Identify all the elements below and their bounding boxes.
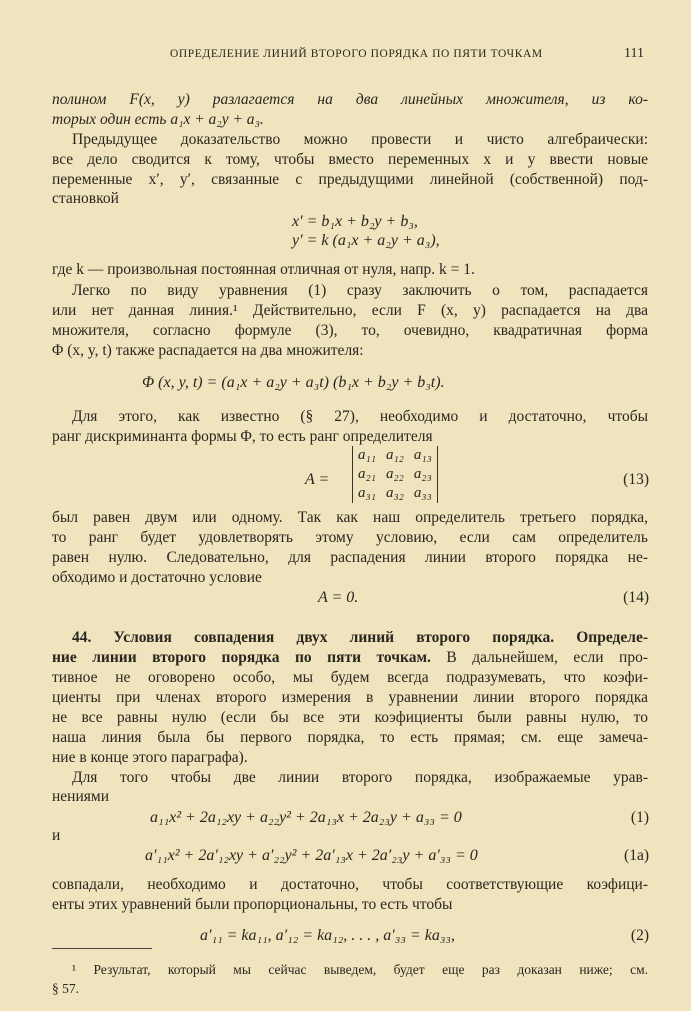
section-heading-cont: ние линии второго порядка по пяти точкам. <box>52 649 431 666</box>
equation-1a: a′₁₁x² + 2a′₁₂xy + a′₂₂y² + 2a′₁₃x + 2a′₂₃y + a′₃₃ = 0 <box>145 847 478 864</box>
matrix-cell: a₂₃ <box>413 466 432 482</box>
determinant-lhs: A = <box>305 471 330 488</box>
matrix-cell: a₁₃ <box>413 447 432 463</box>
text-line: циенты при членах второго измерения в уравнении линии второго порядка <box>52 689 648 706</box>
text-line: Предыдущее доказательство можно провести и чисто алгебраически: <box>72 131 648 148</box>
text-line: полином F(x, y) разлагается на два линейных множителя, из ко- <box>52 91 648 108</box>
text-line: торых один есть a₁x + a₂y + a₃. <box>52 111 264 128</box>
matrix-cell: a₃₁ <box>358 485 376 501</box>
footnote-line: ¹ Результат, который мы сейчас выведем, будет еще раз доказан ниже; см. <box>72 962 648 977</box>
equation-1: a₁₁x² + 2a₁₂xy + a₂₂y² + 2a₁₃x + 2a₂₃y + a₃₃ = 0 <box>150 809 462 826</box>
running-header: ОПРЕДЕЛЕНИЕ ЛИНИЙ ВТОРОГО ПОРЯДКА ПО ПЯТИ ТОЧКАМ <box>170 48 543 60</box>
equation-number: (13) <box>623 471 649 488</box>
matrix-cell: a₃₂ <box>385 485 404 501</box>
text-line: становкой <box>52 190 119 207</box>
text-line: ние в конце этого параграфа). <box>52 749 248 766</box>
text-line <box>52 648 648 668</box>
text-line: Φ (x, y, t) также распадается на два множителя: <box>52 342 364 359</box>
page-number: 111 <box>624 46 644 61</box>
matrix-row <box>358 465 432 484</box>
text-span: В дальнейшем, если про- <box>430 649 648 666</box>
equation-phi: Φ (x, y, t) = (a₁x + a₂y + a₃t) (b₁x + b₂y + b₃t). <box>142 374 445 391</box>
text-line: множителя, согласно формуле (3), то, очевидно, квадратичная форма <box>52 322 648 339</box>
matrix-cell: a₁₂ <box>385 447 404 463</box>
equation-number: (14) <box>623 589 649 606</box>
matrix-row <box>358 446 432 465</box>
text-line: переменные x′, y′, связанные с предыдущими линейной (собственной) под- <box>52 171 648 188</box>
text-line: не все равны нулю (если бы все эти коэфициенты были равны нулю, то <box>52 709 648 726</box>
text-line: Для того чтобы две линии второго порядка, изображаемые урав- <box>72 769 648 786</box>
matrix-cell: a₃₃ <box>413 485 432 501</box>
text-line: то ранг будет удовлетворять этому условию, если сам определитель <box>52 529 648 546</box>
equation-a-zero: A = 0. <box>318 589 359 606</box>
text-line: енты этих уравнений были пропорциональны, то есть чтобы <box>52 896 453 913</box>
equation-substitution-1: x′ = b₁x + b₂y + b₃, <box>292 213 418 230</box>
matrix-row <box>358 484 432 503</box>
equation-substitution-2: y′ = k (a₁x + a₂y + a₃), <box>292 232 440 249</box>
text-line: равен нулю. Следовательно, для распадения линии второго порядка не- <box>52 549 648 566</box>
text-line: нениями <box>52 788 109 805</box>
text-line: и <box>52 827 61 844</box>
text-line: ранг дискриминанта формы Φ, то есть ранг определителя <box>52 428 433 445</box>
determinant-matrix <box>352 446 438 503</box>
text-line: был равен двум или одному. Так как наш определитель третьего порядка, <box>52 509 648 526</box>
equation-number: (2) <box>630 927 649 944</box>
matrix-cell: a₁₁ <box>358 447 376 463</box>
section-heading: 44. Условия совпадения двух линий второго порядка. Определе- <box>72 629 648 646</box>
text-line: тивное не оговорено особо, мы будем всегда подразумевать, что коэфи- <box>52 669 648 686</box>
text-line: или нет данная линия.¹ Действительно, если F (x, y) распадается на два <box>52 302 648 319</box>
text-line: Легко по виду уравнения (1) сразу заключить о том, распадается <box>72 282 648 299</box>
text-line: совпадали, необходимо и достаточно, чтобы соответствующие коэфици- <box>52 876 648 893</box>
equation-number: (1a) <box>624 847 649 864</box>
matrix-cell: a₂₂ <box>385 466 404 482</box>
text-line: Для этого, как известно (§ 27), необходимо и достаточно, чтобы <box>72 408 648 425</box>
text-line: обходимо и достаточно условие <box>52 569 262 586</box>
text-line: все дело сводится к тому, чтобы вместо переменных x и y ввести новые <box>52 151 648 168</box>
text-line: где k — произвольная постоянная отличная от нуля, напр. k = 1. <box>52 261 475 278</box>
matrix-cell: a₂₁ <box>358 466 376 482</box>
text-line: наша линия была бы первого порядка, то есть прямая; см. еще замеча- <box>52 729 648 746</box>
footnote-divider <box>52 948 152 949</box>
equation-number: (1) <box>630 809 649 826</box>
equation-2: a′₁₁ = ka₁₁, a′₁₂ = ka₁₂, . . . , a′₃₃ = ka₃₃, <box>200 927 455 944</box>
footnote-line: § 57. <box>52 981 79 996</box>
